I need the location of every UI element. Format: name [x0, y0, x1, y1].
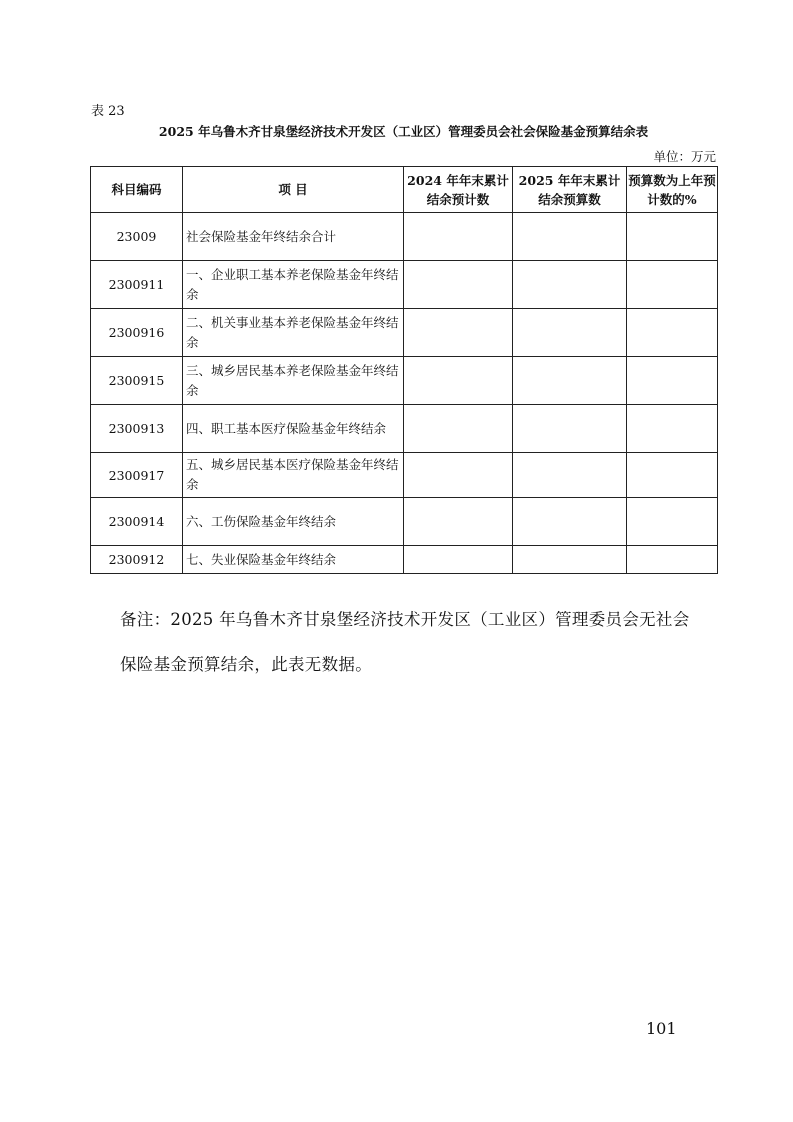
row-code: 2300916 — [91, 309, 183, 357]
row-2025-value — [513, 261, 627, 309]
table-row — [91, 309, 718, 357]
row-item: 四、职工基本医疗保险基金年终结余 — [183, 405, 404, 453]
header-2025: 2025 年年末累计结余预算数 — [513, 167, 627, 213]
table-row — [91, 546, 718, 574]
row-2024-value — [404, 546, 513, 574]
row-2024-value — [404, 498, 513, 546]
row-percent-value — [627, 405, 718, 453]
row-percent-value — [627, 453, 718, 498]
header-code: 科目编码 — [91, 167, 183, 213]
row-item: 七、失业保险基金年终结余 — [183, 546, 404, 574]
row-item: 五、城乡居民基本医疗保险基金年终结余 — [183, 453, 404, 498]
table-row — [91, 261, 718, 309]
row-code: 2300912 — [91, 546, 183, 574]
row-percent-value — [627, 213, 718, 261]
row-2025-value — [513, 357, 627, 405]
row-code: 2300915 — [91, 357, 183, 405]
row-2024-value — [404, 261, 513, 309]
row-2025-value — [513, 498, 627, 546]
table-title: 2025 年乌鲁木齐甘泉堡经济技术开发区（工业区）管理委员会社会保险基金预算结余表 — [158, 124, 649, 139]
row-item: 三、城乡居民基本养老保险基金年终结余 — [183, 357, 404, 405]
budget-balance-table — [90, 166, 718, 574]
table-row — [91, 405, 718, 453]
table-number: 表 23 — [91, 104, 125, 119]
row-code: 2300914 — [91, 498, 183, 546]
unit-label: 单位：万元 — [653, 149, 716, 164]
remark-paragraph: 备注：2025 年乌鲁木齐甘泉堡经济技术开发区（工业区）管理委员会无社会保险基金预算结余，此表无数据。 — [120, 610, 690, 674]
row-item: 二、机关事业基本养老保险基金年终结余 — [183, 309, 404, 357]
row-2025-value — [513, 405, 627, 453]
row-2024-value — [404, 453, 513, 498]
row-item: 社会保险基金年终结余合计 — [183, 213, 404, 261]
row-2024-value — [404, 309, 513, 357]
row-percent-value — [627, 546, 718, 574]
row-percent-value — [627, 498, 718, 546]
header-2024: 2024 年年末累计结余预计数 — [404, 167, 513, 213]
row-2025-value — [513, 213, 627, 261]
header-percent: 预算数为上年预计数的% — [627, 167, 718, 213]
row-2025-value — [513, 309, 627, 357]
row-code: 2300913 — [91, 405, 183, 453]
row-percent-value — [627, 261, 718, 309]
row-2024-value — [404, 213, 513, 261]
row-percent-value — [627, 309, 718, 357]
row-item: 一、企业职工基本养老保险基金年终结余 — [183, 261, 404, 309]
header-item: 项 目 — [183, 167, 404, 213]
page-number: 101 — [646, 1019, 677, 1038]
row-2024-value — [404, 405, 513, 453]
row-percent-value — [627, 357, 718, 405]
table-row — [91, 357, 718, 405]
row-item: 六、工伤保险基金年终结余 — [183, 498, 404, 546]
row-2024-value — [404, 357, 513, 405]
table-row — [91, 498, 718, 546]
table-row — [91, 213, 718, 261]
row-code: 23009 — [91, 213, 183, 261]
row-code: 2300917 — [91, 453, 183, 498]
table-header-row — [91, 167, 718, 213]
row-2025-value — [513, 546, 627, 574]
row-code: 2300911 — [91, 261, 183, 309]
table-row — [91, 453, 718, 498]
row-2025-value — [513, 453, 627, 498]
